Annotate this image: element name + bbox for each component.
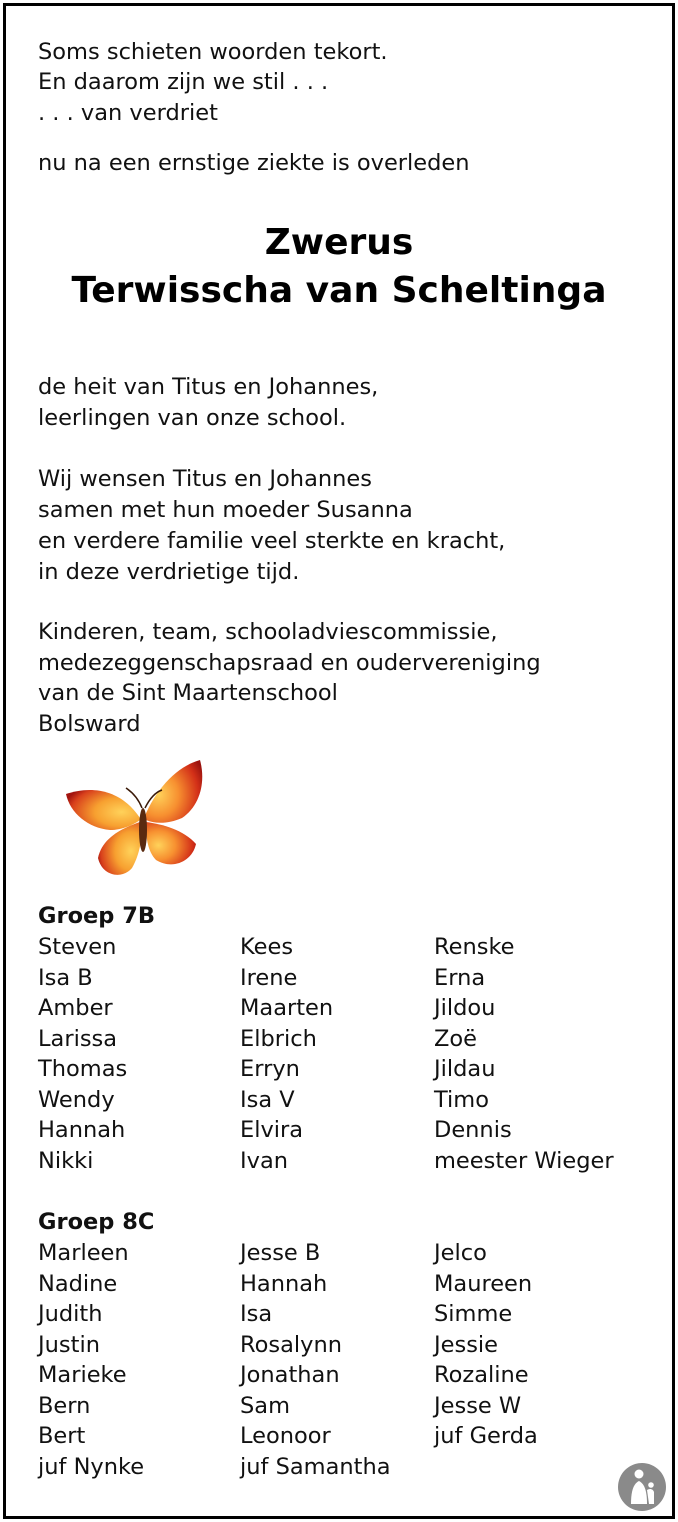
- list-item: Larissa: [38, 1025, 118, 1052]
- name-column-1: [38, 1238, 144, 1482]
- deceased-first-name: Zwerus: [264, 222, 414, 263]
- list-item: Thomas: [38, 1056, 128, 1082]
- list-item: Maarten: [240, 995, 334, 1021]
- list-item: Jesse W: [434, 1392, 522, 1419]
- list-item: Hannah: [240, 1270, 328, 1297]
- list-item: Timo: [434, 1086, 489, 1113]
- list-item: Steven: [38, 934, 117, 960]
- list-item: Isa V: [240, 1086, 295, 1113]
- list-item: Jildau: [434, 1056, 496, 1082]
- list-item: Zoë: [434, 1025, 478, 1052]
- list-item: Jonathan: [240, 1362, 340, 1388]
- body-line: leerlingen van onze school.: [38, 405, 347, 431]
- list-item: Jildou: [434, 995, 496, 1021]
- list-item: Nadine: [38, 1270, 118, 1297]
- list-item: Simme: [434, 1301, 513, 1327]
- list-item: Rosalynn: [240, 1331, 342, 1358]
- list-item: Erryn: [240, 1056, 300, 1082]
- body-line: in deze verdrietige tijd.: [38, 559, 300, 585]
- name-column-1: [38, 932, 127, 1176]
- list-item: juf Nynke: [38, 1453, 145, 1480]
- list-item: Bert: [38, 1423, 86, 1449]
- signature-line: Kinderen, team, schooladviescommissie,: [38, 619, 498, 645]
- intro-line-4: nu na een ernstige ziekte is overleden: [38, 150, 470, 176]
- name-column-2: [240, 932, 333, 1176]
- intro-line-1: Soms schieten woorden tekort.: [38, 39, 388, 65]
- list-item: Judith: [38, 1301, 103, 1327]
- list-item: meester Wieger: [434, 1147, 614, 1174]
- list-item: Erna: [434, 964, 486, 991]
- list-item: Irene: [240, 964, 298, 991]
- list-item: Rozaline: [434, 1362, 529, 1388]
- list-item: juf Samantha: [240, 1453, 391, 1480]
- list-item: Ivan: [240, 1147, 288, 1174]
- list-item: Jessie: [434, 1331, 499, 1358]
- list-item: Maureen: [434, 1270, 533, 1297]
- list-item: Sam: [240, 1392, 290, 1419]
- body-line: samen met hun moeder Susanna: [38, 497, 413, 523]
- list-item: Leonoor: [240, 1423, 331, 1449]
- list-item: Elbrich: [240, 1025, 317, 1052]
- deceased-last-name: Terwisscha van Scheltinga: [71, 270, 607, 311]
- intro-line-2: En daarom zijn we stil . . .: [38, 69, 329, 95]
- butterfly-icon: [60, 758, 208, 882]
- logo-icon: [617, 1460, 667, 1512]
- list-item: Marieke: [38, 1362, 127, 1388]
- list-item: Justin: [38, 1331, 100, 1358]
- list-item: juf Gerda: [434, 1423, 538, 1449]
- list-item: Renske: [434, 934, 515, 960]
- list-item: Bern: [38, 1392, 91, 1419]
- list-item: Amber: [38, 995, 113, 1021]
- signature-line: medezeggenschapsraad en oudervereniging: [38, 650, 541, 676]
- list-item: Jelco: [434, 1240, 487, 1266]
- intro-line-3: . . . van verdriet: [38, 100, 218, 126]
- signature-line: van de Sint Maartenschool: [38, 680, 338, 706]
- name-column-3: [434, 1238, 538, 1452]
- list-item: Elvira: [240, 1117, 304, 1143]
- list-item: Jesse B: [240, 1240, 321, 1266]
- name-column-2: [240, 1238, 391, 1482]
- name-column-3: [434, 932, 614, 1176]
- list-item: Kees: [240, 934, 294, 960]
- group-title: Groep 8C: [38, 1209, 155, 1235]
- body-line: de heit van Titus en Johannes,: [38, 374, 379, 400]
- list-item: Isa: [240, 1301, 273, 1327]
- list-item: Isa B: [38, 964, 93, 991]
- list-item: Nikki: [38, 1147, 94, 1174]
- list-item: Wendy: [38, 1086, 115, 1113]
- body-line: en verdere familie veel sterkte en kracht,: [38, 528, 506, 554]
- body-line: Wij wensen Titus en Johannes: [38, 466, 372, 492]
- list-item: Dennis: [434, 1117, 512, 1143]
- group-title: Groep 7B: [38, 903, 156, 929]
- list-item: Hannah: [38, 1117, 126, 1143]
- signature-line: Bolsward: [38, 711, 141, 737]
- list-item: Marleen: [38, 1240, 129, 1266]
